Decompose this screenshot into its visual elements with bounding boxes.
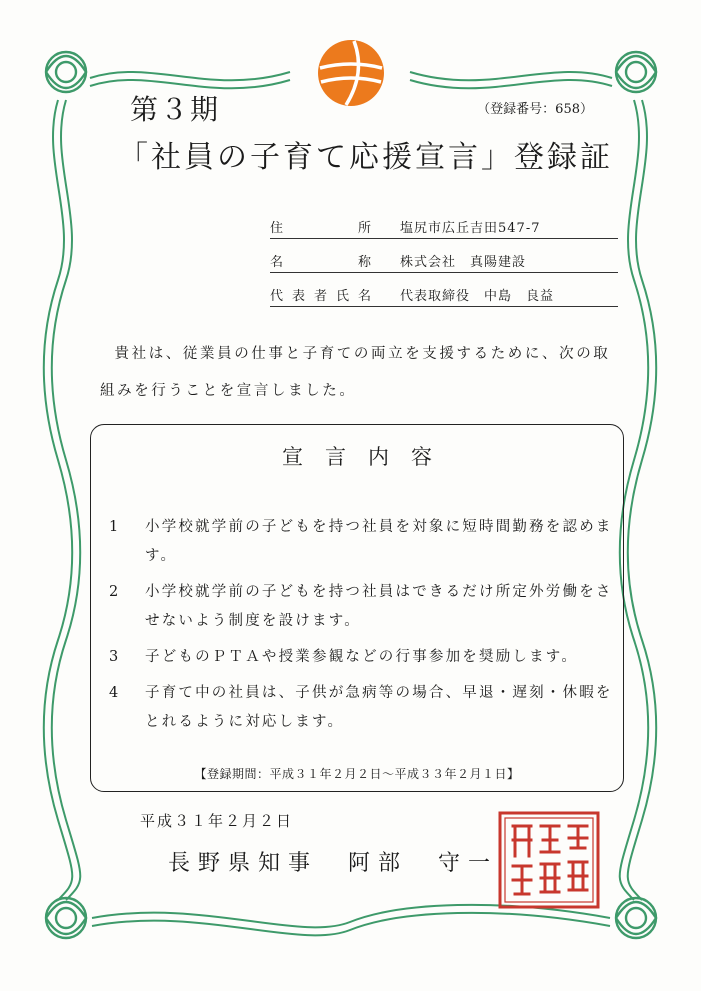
declaration-box (90, 424, 624, 792)
list-item: 3 子どものＰＴＡや授業参観などの行事参加を奨励します。 (109, 649, 579, 665)
address-label: 住 所 (270, 221, 372, 236)
list-item: 1 小学校就学前の子どもを持つ社員を対象に短時間勤務を認めます。 (109, 519, 613, 564)
registration-period: 【登録期間：平成３１年２月２日～平成３３年２月１日】 (194, 767, 520, 781)
official-seal-icon (497, 810, 601, 910)
issue-date: 平成３１年２月２日 (140, 812, 294, 830)
representative-label: 代 表 者 氏 名 (270, 289, 372, 304)
governor-signature: 長野県知事 阿部 守一 (168, 851, 499, 876)
company-name-label: 名 称 (270, 255, 372, 270)
certificate-title: 「社員の子育て応援宣言」登録証 (118, 140, 613, 175)
declaration-list (109, 513, 613, 744)
declaration-statement: 貴社は、従業員の仕事と子育ての両立を支援するために、次の取組みを行うことを宣言しました。 (100, 346, 611, 399)
representative-row (270, 280, 618, 307)
orange-logo-icon (316, 38, 386, 108)
declaration-heading: 宣言内容 (282, 445, 454, 469)
address-value: 塩尻市広丘吉田547-7 (400, 221, 541, 236)
address-row (270, 212, 618, 239)
registration-number: （登録番号：658） (477, 102, 593, 117)
list-item: 4 子育て中の社員は、子供が急病等の場合、早退・遅刻・休暇をとれるように対応します。 (109, 685, 613, 730)
representative-value: 代表取締役 中島 良益 (400, 289, 555, 304)
company-name-value: 株式会社 真陽建設 (400, 255, 527, 270)
period-label: 第３期 (130, 93, 221, 126)
list-item: 2 小学校就学前の子どもを持つ社員はできるだけ所定外労働をさせないよう制度を設けます。 (109, 584, 613, 629)
company-name-row (270, 246, 618, 273)
